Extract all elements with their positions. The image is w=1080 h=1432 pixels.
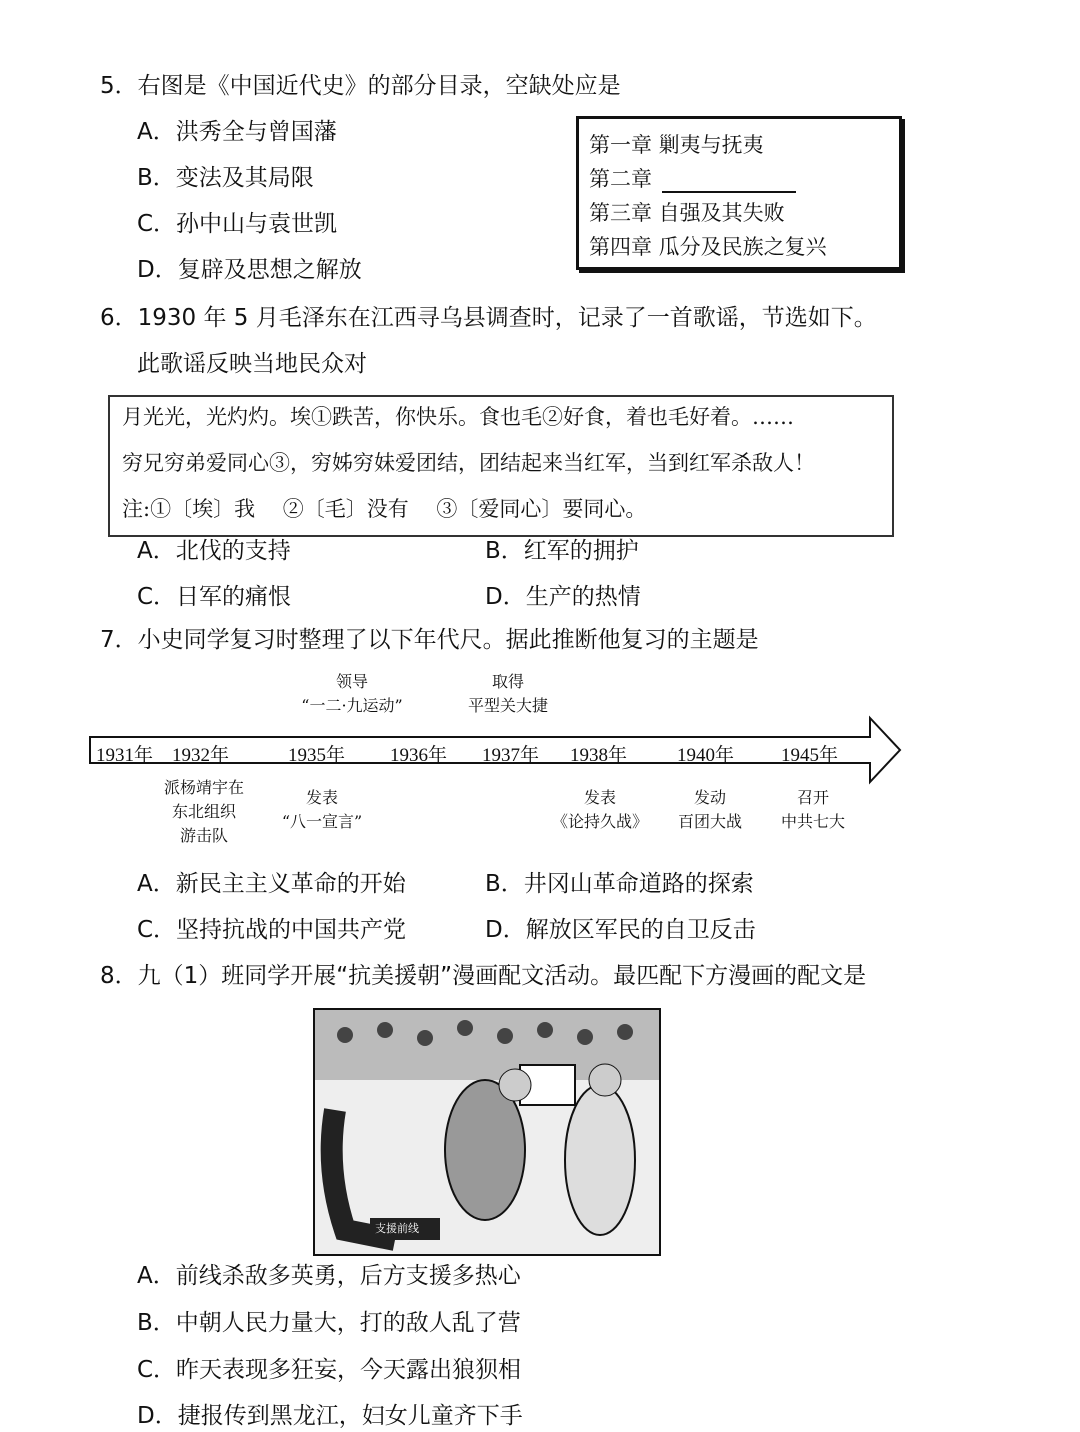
event-label: 东北组织 xyxy=(171,802,236,821)
q5-option-b: B．变法及其局限 xyxy=(137,165,314,191)
toc-blank xyxy=(662,171,796,193)
event-1932-below xyxy=(148,776,260,848)
q6-option-a: A．北伐的支持 xyxy=(137,538,291,564)
toc-box xyxy=(576,116,902,270)
event-label: 发表 xyxy=(305,788,338,807)
event-1937-above xyxy=(448,670,568,718)
event-label: 领导 xyxy=(335,672,368,691)
toc-ch2-label: 第二章 xyxy=(589,167,652,191)
q7-option-a: A．新民主主义革命的开始 xyxy=(137,871,406,897)
event-label: “八一宣言” xyxy=(281,812,363,831)
q8-option-d: D．捷报传到黑龙江，妇女儿童齐下手 xyxy=(137,1403,523,1429)
q8-option-c: C．昨天表现多狂妄，今天露出狼狈相 xyxy=(137,1357,522,1383)
year-1938: 1938年 xyxy=(570,745,628,766)
cartoon-train-label: 支援前线 xyxy=(375,1222,419,1235)
song-line-1: 月光光，光灼灼。埃①跌苦，你快乐。食也毛②好食，着也毛好着。…… xyxy=(122,405,794,429)
q6-stem: 6．1930 年 5 月毛泽东在江西寻乌县调查时，记录了一首歌谣，节选如下。 xyxy=(100,305,877,331)
year-1931: 1931年 xyxy=(96,745,154,766)
event-label: 平型关大捷 xyxy=(467,696,548,715)
q8-stem: 8．九（1）班同学开展“抗美援朝”漫画配文活动。最匹配下方漫画的配文是 xyxy=(100,963,867,989)
q7-option-d: D．解放区军民的自卫反击 xyxy=(485,917,756,943)
q5-option-c: C．孙中山与袁世凯 xyxy=(137,211,338,237)
toc-ch4: 第四章 瓜分及民族之复兴 xyxy=(589,235,827,259)
q7-stem: 7．小史同学复习时整理了以下年代尺。据此推断他复习的主题是 xyxy=(100,627,759,653)
q5-option-d: D．复辟及思想之解放 xyxy=(137,257,362,283)
q5-option-a: A．洪秀全与曾国藩 xyxy=(137,119,337,145)
toc-ch1: 第一章 剿夷与抚夷 xyxy=(589,133,764,157)
event-label: “一二·九运动” xyxy=(301,696,403,715)
event-label: 发动 xyxy=(693,788,726,807)
q6-option-b: B．红军的拥护 xyxy=(485,538,639,564)
year-1935: 1935年 xyxy=(288,745,346,766)
event-label: 百团大战 xyxy=(677,812,742,831)
event-label: 取得 xyxy=(491,672,524,691)
cartoon-image xyxy=(313,1008,661,1256)
cartoon-drawing xyxy=(315,1010,659,1254)
q6-option-d: D．生产的热情 xyxy=(485,584,641,610)
year-1940: 1940年 xyxy=(677,745,735,766)
year-1936: 1936年 xyxy=(390,745,448,766)
year-1937: 1937年 xyxy=(482,745,540,766)
event-1938-below xyxy=(540,786,660,834)
toc-ch3: 第三章 自强及其失败 xyxy=(589,201,785,225)
year-1932: 1932年 xyxy=(172,745,230,766)
q8-option-b: B．中朝人民力量大，打的敌人乱了营 xyxy=(137,1310,521,1336)
event-1935-below xyxy=(262,786,382,834)
q7-option-c: C．坚持抗战的中国共产党 xyxy=(137,917,407,943)
song-box xyxy=(108,395,894,537)
event-label: 召开 xyxy=(796,788,829,807)
q6-option-c: C．日军的痛恨 xyxy=(137,584,292,610)
event-label: 发表 xyxy=(583,788,616,807)
year-1945: 1945年 xyxy=(781,745,839,766)
song-line-2: 穷兄穷弟爱同心③，穷姊穷妹爱团结，团结起来当红军，当到红军杀敌人！ xyxy=(122,451,815,475)
event-1945-below xyxy=(763,786,863,834)
event-1935-above xyxy=(272,670,432,718)
q7-option-b: B．井冈山革命道路的探索 xyxy=(485,871,754,897)
event-label: 中共七大 xyxy=(780,812,845,831)
event-label: 《论持久战》 xyxy=(551,812,648,831)
song-notes: 注:①〔埃〕我 ②〔毛〕没有 ③〔爱同心〕要同心。 xyxy=(122,497,647,521)
q5-stem: 5．右图是《中国近代史》的部分目录，空缺处应是 xyxy=(100,73,621,99)
event-label: 游击队 xyxy=(179,826,228,845)
event-1940-below xyxy=(660,786,760,834)
q6-stem-cont: 此歌谣反映当地民众对 xyxy=(137,351,367,377)
toc-ch2 xyxy=(589,163,796,193)
event-label: 派杨靖宇在 xyxy=(163,778,244,797)
q8-option-a: A．前线杀敌多英勇，后方支援多热心 xyxy=(137,1263,521,1289)
